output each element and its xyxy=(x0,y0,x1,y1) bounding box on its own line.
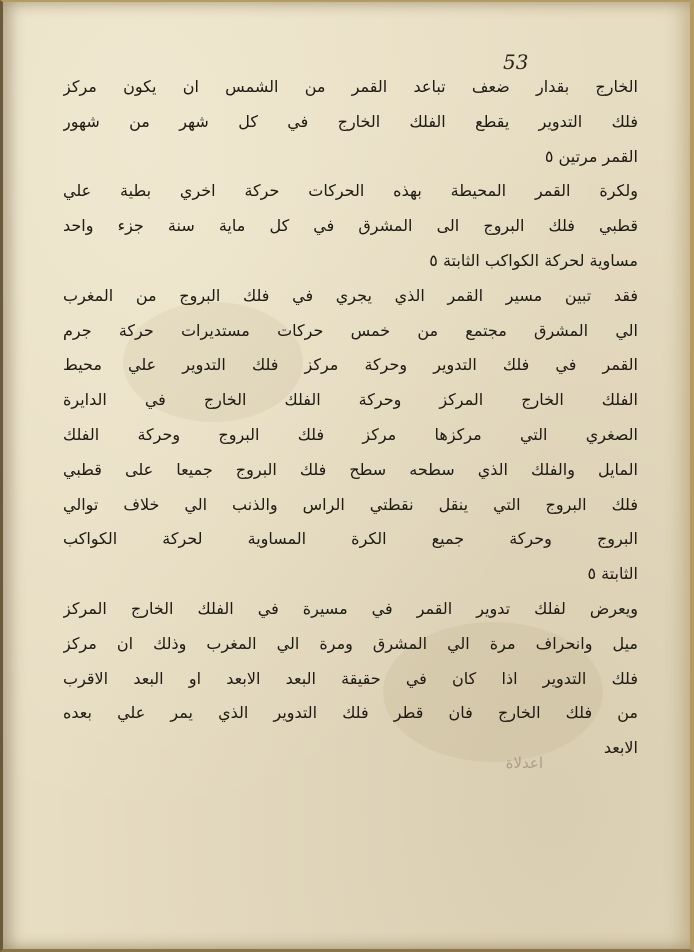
text-line-1: الخارج بقدار ضعف تباعد القمر من الشمس ان يكون مركز xyxy=(63,77,638,96)
bleed-through-text: اعدلاة xyxy=(505,754,543,772)
text-line-11: الصغري التي مركزها مركز فلك البروج وحركة الفلك xyxy=(63,424,638,444)
text-line-18: فلك التدوير اذا كان في حقيقة البعد الابعد او البعد الاقرب xyxy=(63,668,638,688)
manuscript-text xyxy=(63,70,638,766)
text-line-19: من فلك الخارج فان قطر فلك التدوير الذي يمر علي بعده xyxy=(63,703,638,723)
text-line-20: الابعد xyxy=(603,738,638,758)
text-line-17: ميل وانحراف مرة الي المشرق ومرة الي المغرب وذلك ان مركز xyxy=(63,633,638,653)
text-line-3: القمر مرتين ٥ xyxy=(544,146,638,166)
text-line-14: البروج وحركة جميع الكرة المساوية لحركة الكواكب xyxy=(63,529,638,549)
text-line-4: ولكرة القمر المحيطة بهذه الحركات حركة اخري بطية علي xyxy=(63,181,638,201)
text-line-7: فقد تبين مسير القمر الذي يجري في فلك البروج من المغرب xyxy=(63,285,638,305)
text-line-8: الي المشرق مجتمع من خمس حركات مستديرات حركة جرم xyxy=(63,320,638,340)
text-line-16: ويعرض لفلك تدوير القمر في مسيرة في الفلك الخارج المركز xyxy=(63,598,638,618)
text-line-2: فلك التدوير يقطع الفلك الخارج في كل شهر من شهور xyxy=(63,111,638,131)
text-line-9: القمر في فلك التدوير وحركة مركز فلك التدوير علي محيط xyxy=(63,355,638,375)
text-line-13: فلك البروج التي ينقل نقطتي الراس والذنب الي خلاف توالي xyxy=(63,494,638,514)
text-line-10: الفلك الخارج المركز وحركة الفلك الخارج في الدايرة xyxy=(63,390,638,410)
text-line-12: المايل والفلك الذي سطحه سطح فلك البروج جميعا على قطبي xyxy=(63,459,638,479)
text-line-6: مساوية لحركة الكواكب الثابتة ٥ xyxy=(429,250,638,270)
page-number: 53 xyxy=(503,50,529,74)
text-line-5: قطبي فلك البروج الى المشرق في كل ماية سنة جزء واحد xyxy=(63,216,638,236)
text-line-15: الثابتة ٥ xyxy=(587,564,638,584)
